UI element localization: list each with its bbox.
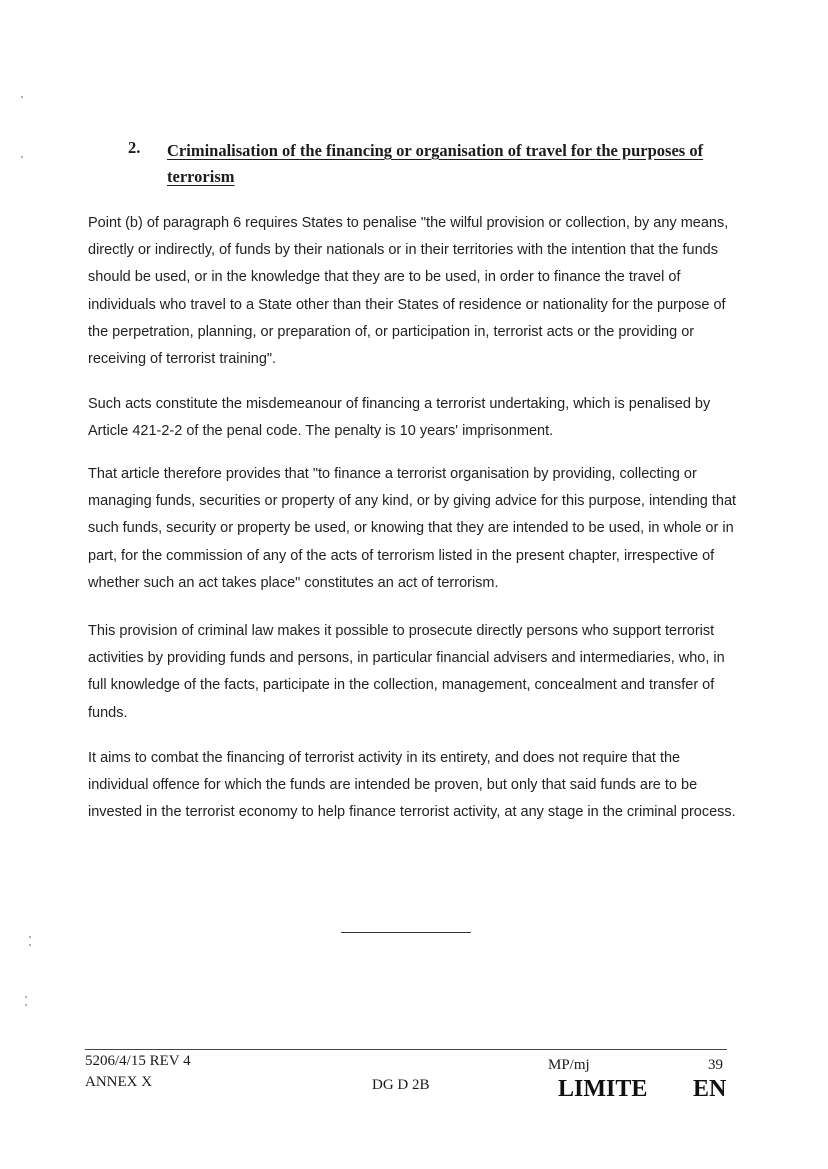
section-number: 2.: [128, 138, 141, 157]
scan-speck: [21, 156, 23, 158]
footer-initials: MP/mj: [548, 1057, 590, 1073]
scan-speck: [29, 944, 31, 946]
paragraph-2: Such acts constitute the misdemeanour of financing a terrorist undertaking, which is penalised by Article 421-2-2 of the penal code. The penalty is 10 years' imprisonment.: [88, 396, 711, 440]
scan-speck: [25, 1004, 27, 1006]
paragraph-3: That article therefore provides that "to finance a terrorist organisation by providing, collecting or managing funds, securities or property of any kind, or by giving advice for this purpose, intending that such funds, security or property be used, or knowing that they are intended to be used, in whole or in part, for the commission of any of the acts of terrorism listed in the present chapter, irrespective of whether such an act takes place" constitutes an act of terrorism.: [88, 466, 737, 591]
footer-page-number: 39: [708, 1057, 723, 1073]
footer-language: EN: [693, 1076, 727, 1102]
scan-speck: [21, 96, 23, 98]
footer-annex: ANNEX X: [85, 1074, 153, 1090]
paragraph-1: Point (b) of paragraph 6 requires States to penalise "the wilful provision or collection, by any means, directly or indirectly, of funds by their nationals or in their territories with the intention that the funds should be used, or in the knowledge that they are to be used, in order to finance the travel of individuals who travel to a State other than their States of residence or nationality for the purpose of the perpetration, planning, or preparation of, or participation in, terrorist acts or the providing or receiving of terrorist training".: [88, 215, 729, 368]
scan-speck: [25, 996, 27, 998]
section-title: Criminalisation of the financing or organisation of travel for the purposes of terrorism: [167, 141, 704, 186]
paragraph-5: It aims to combat the financing of terrorist activity in its entirety, and does not require that the individual offence for which the funds are intended be proven, but only that said funds are to be invested in the terrorist economy to help finance terrorist activity, at any stage in the criminal process.: [88, 750, 736, 821]
scan-speck: [29, 936, 31, 938]
paragraph-4: This provision of criminal law makes it possible to prosecute directly persons who support terrorist activities by providing funds and persons, in particular financial advisers and intermediaries, who, in full knowledge of the facts, participate in the collection, management, concealment and transfer of funds.: [88, 623, 725, 721]
footer-dept: DG D 2B: [372, 1077, 430, 1093]
footer-classification: LIMITE: [558, 1076, 648, 1102]
footer-doc-ref: 5206/4/15 REV 4: [85, 1053, 191, 1069]
footer-rule: [85, 1049, 727, 1050]
end-separator: [341, 932, 471, 933]
